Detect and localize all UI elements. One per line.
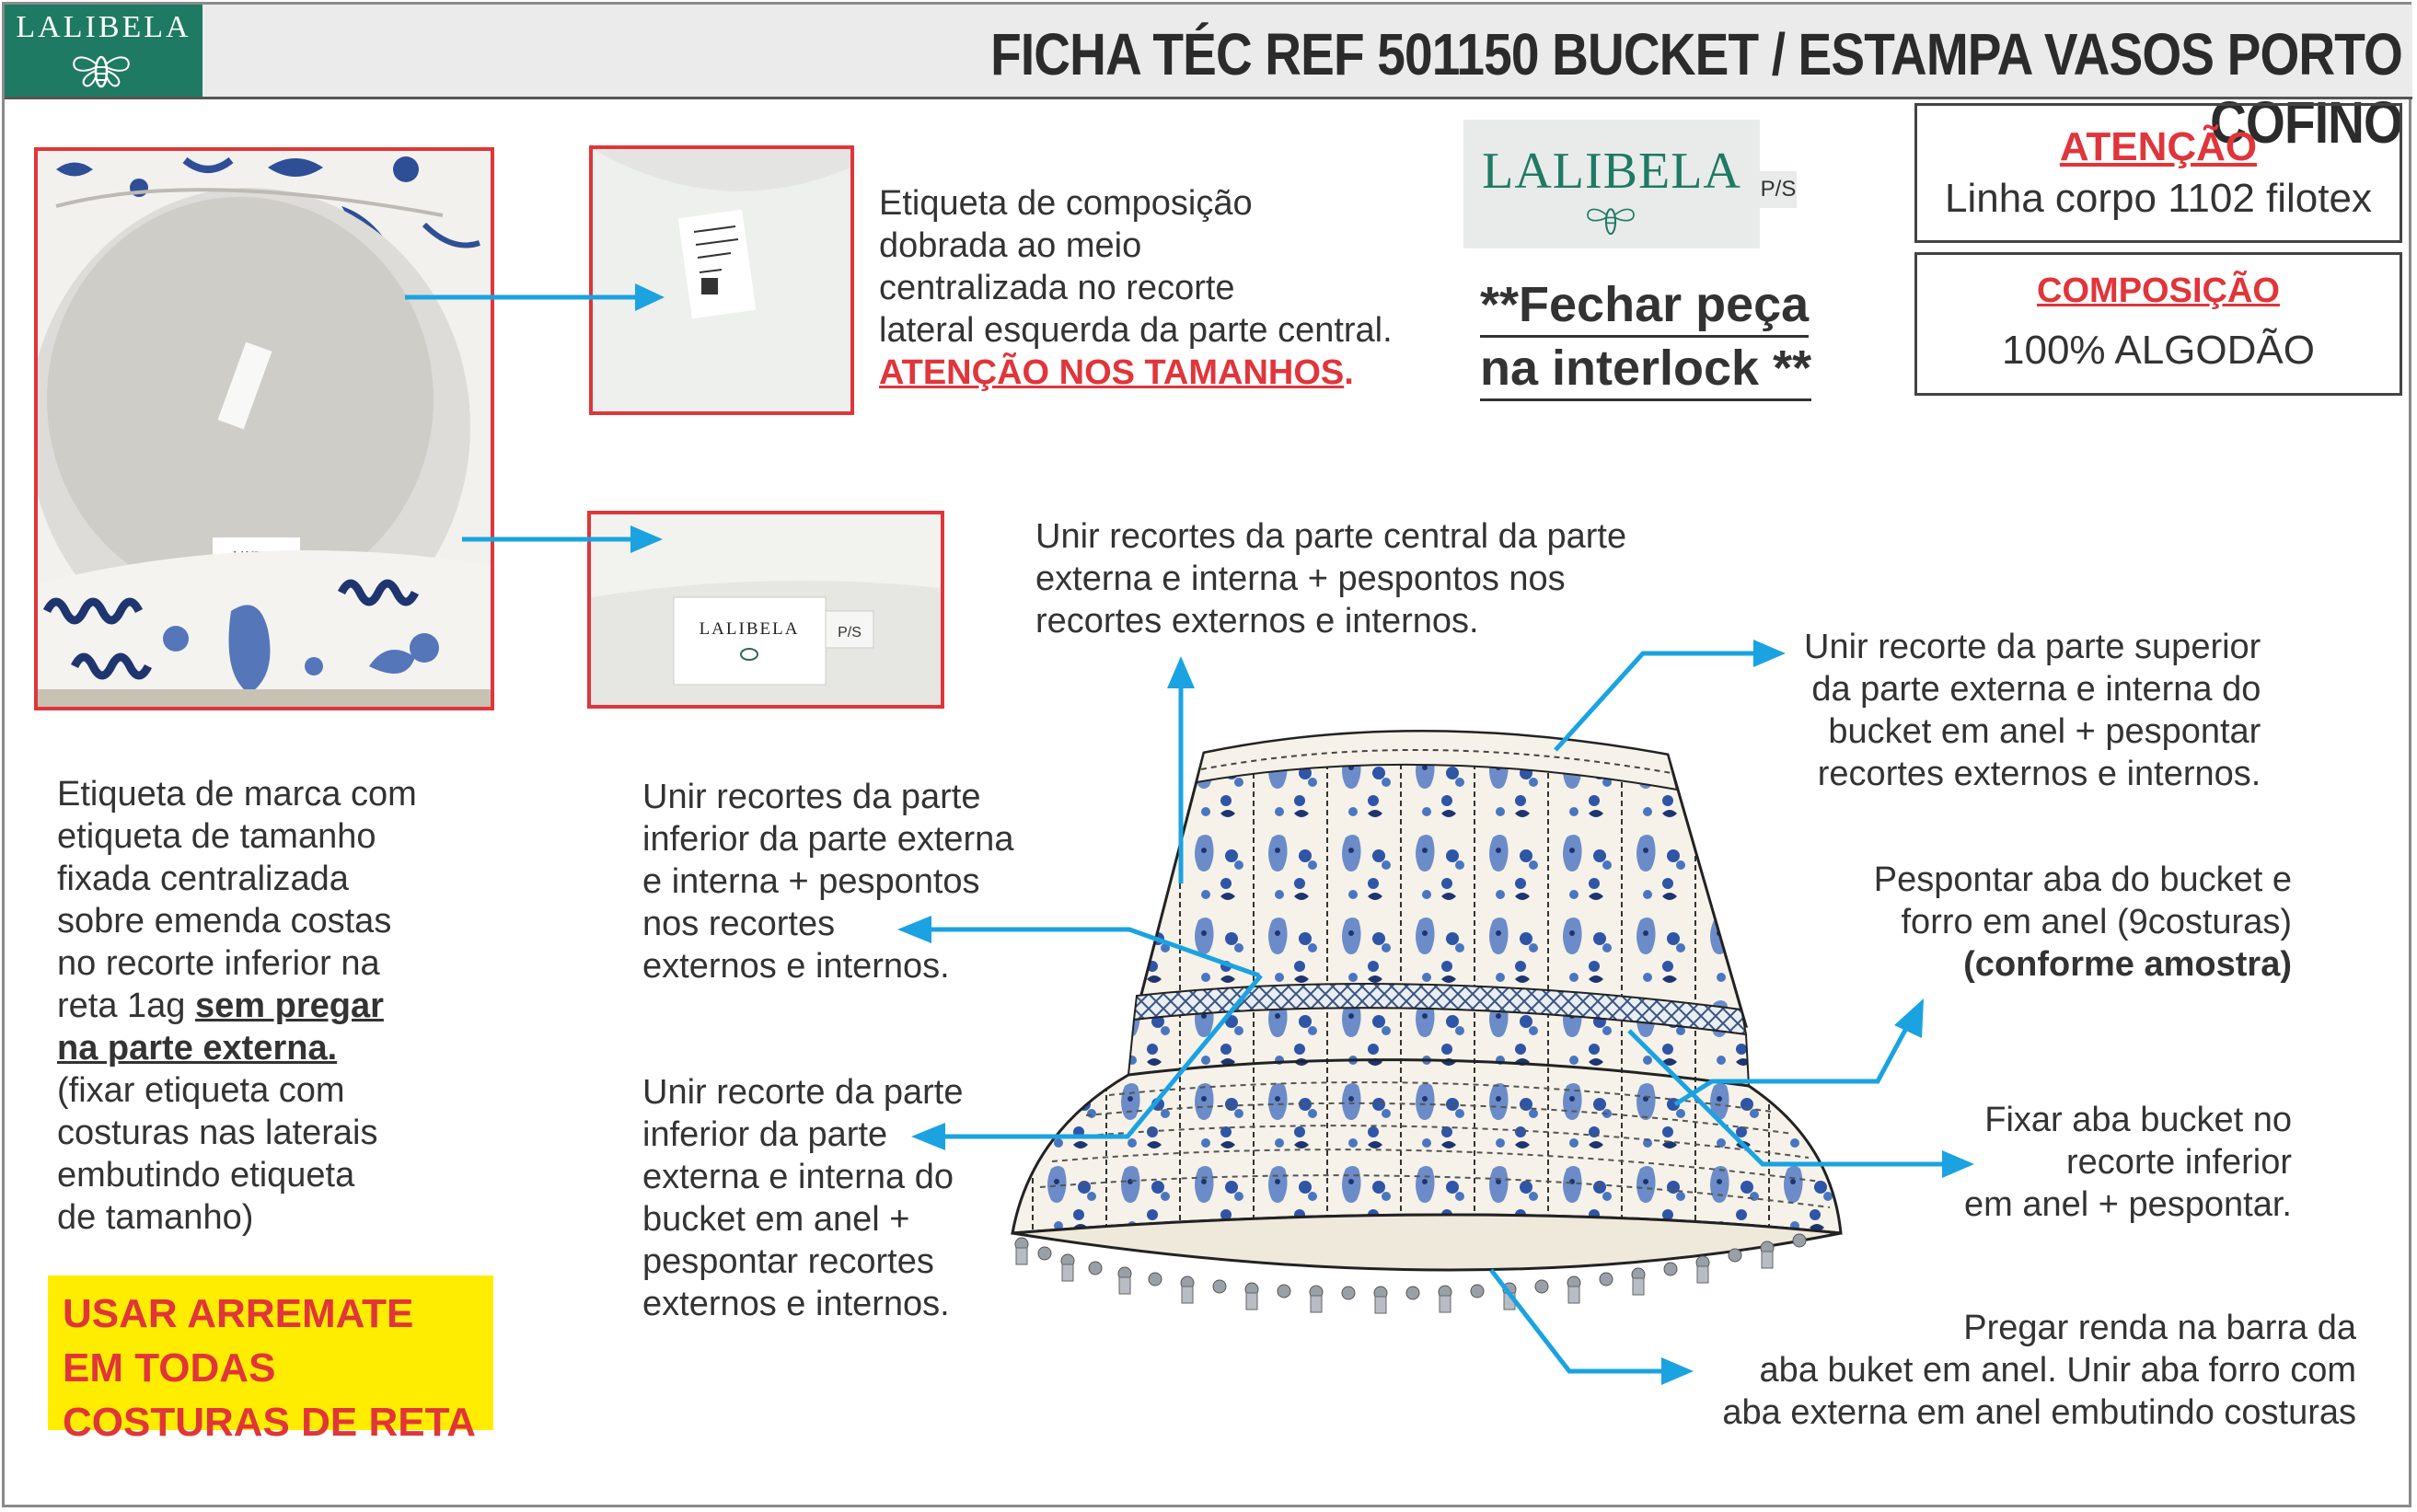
svg-text:LALIBELA: LALIBELA [699, 619, 800, 639]
top-part-note: Unir recorte da parte superior da parte externa e interna do bucket em anel + pespontar recortes externos e internos. [1804, 628, 2261, 793]
svg-text:P/S: P/S [838, 625, 862, 641]
composition-title: COMPOSIÇÃO [2037, 271, 2280, 310]
finish-warning: USAR ARREMATE EM TODAS COSTURAS DE RETA [48, 1275, 493, 1430]
arrow-top-part [1555, 653, 1753, 750]
size-warning: ATENÇÃO NOS TAMANHOS [879, 353, 1345, 392]
attention-title: ATENÇÃO [2059, 124, 2258, 169]
brand-wordmark: LALIBELA [16, 10, 191, 44]
composition-text: 100% ALGODÃO [2002, 328, 2315, 373]
lace-note: Pregar renda na barra da aba buket em anel. Unir aba forro com aba externa em anel embutindo costuras [1722, 1309, 2356, 1432]
brand-label-note: Etiqueta de marca com etiqueta de tamanho fixada centralizada sobre emenda costas no recorte inferior na reta 1ag sem pregar na parte externa. (fixar etiqueta com costuras nas laterais embutindo etiqueta de tamanho) [57, 775, 417, 1237]
label-card-size: P/S [1760, 171, 1797, 208]
attention-text: Linha corpo 1102 filotex [1945, 176, 2372, 221]
fix-brim-note: Fixar aba bucket no recorte inferior em anel + pespontar. [1964, 1101, 2292, 1224]
central-part-note: Unir recortes da parte central da parte externa e interna + pespontos nos recortes externos e internos. [1035, 517, 1627, 641]
interlock-note: **Fechar peça na interlock ** [1480, 274, 1841, 401]
lower-ring-note: Unir recorte da parte inferior da parte externa e interna do bucket em anel + pespontar recortes externos e internos. [642, 1073, 964, 1323]
brim-topstitch-note: Pespontar aba do bucket e forro em anel (9costuras) (conforme amostra) [1873, 860, 2292, 984]
lower-part-note: Unir recortes da parte inferior da parte externa e interna + pespontos nos recortes externos e internos. [642, 778, 1014, 986]
composition-label-note: Etiqueta de composição dobrada ao meio centralizada no recorte lateral esquerda da parte central. ATENÇÃO NOS TAMANHOS. [879, 184, 1393, 392]
label-card-wordmark: LALIBELA [1482, 143, 1741, 200]
page-title: FICHA TÉC REF 501150 BUCKET / ESTAMPA VASOS PORTO COFINO [990, 21, 2402, 156]
